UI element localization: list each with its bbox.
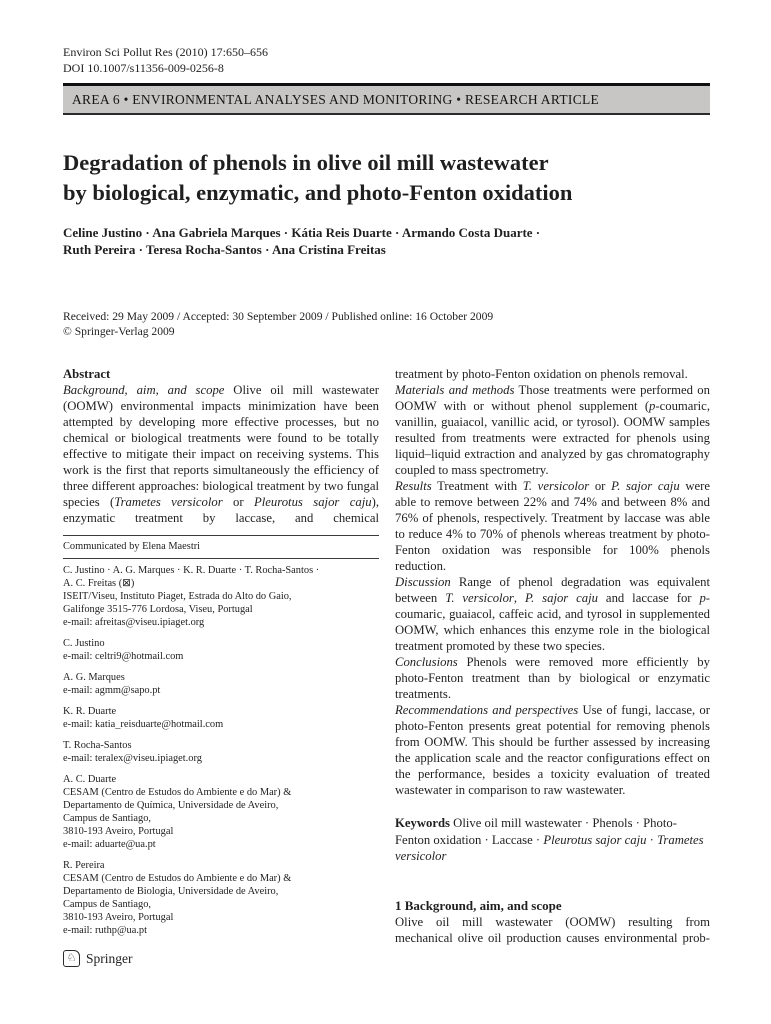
two-column-body xyxy=(63,366,710,967)
footnote-line: e-mail: afreitas@viseu.ipiaget.org xyxy=(63,617,205,628)
banner-text: AREA 6 • ENVIRONMENTAL ANALYSES AND MONITORING • RESEARCH ARTICLE xyxy=(72,92,600,107)
keywords-block: Keywords Olive oil mill wastewater · Phenols · Photo-Fenton oxidation · Laccase · Pleurotus sajor caju · Trametes versicolor xyxy=(395,816,704,863)
footnote-line: Campus de Santiago, xyxy=(63,813,152,824)
footnote-line: 3810-193 Aveiro, Portugal xyxy=(63,912,174,923)
affiliation-group xyxy=(63,859,379,937)
footnote-line: e-mail: aduarte@ua.pt xyxy=(63,839,156,850)
section-1-heading: 1 Background, aim, and scope xyxy=(395,897,562,913)
footnote-line: CESAM (Centro de Estudos do Ambiente e do Mar) & xyxy=(63,787,292,798)
affiliation-group xyxy=(63,773,379,851)
footnote-line: e-mail: agmm@sapo.pt xyxy=(63,685,161,696)
footnote-line: e-mail: ruthp@ua.pt xyxy=(63,925,148,936)
footnote-line: T. Rocha-Santos xyxy=(63,740,132,751)
abstract-conclusions-paragraph: Conclusions Phenols were removed more efficiently by photo-Fenton treatment than by biological or enzymatic treatments. xyxy=(395,655,710,701)
received-line: Received: 29 May 2009 / Accepted: 30 September 2009 / Published online: 16 October 2009 xyxy=(63,310,494,323)
journal-header xyxy=(63,44,710,76)
footnote-line: CESAM (Centro de Estudos do Ambiente e do Mar) & xyxy=(63,873,292,884)
footnote-line: C. Justino xyxy=(63,638,105,649)
footnote-line: 3810-193 Aveiro, Portugal xyxy=(63,826,174,837)
publication-history xyxy=(63,309,710,339)
abstract-heading: Abstract xyxy=(63,367,111,381)
springer-knight-icon: ♘ xyxy=(63,950,80,967)
affiliation-group xyxy=(63,671,379,697)
article-title xyxy=(63,148,710,208)
footnote-line: A. C. Duarte xyxy=(63,774,117,785)
journal-doi: DOI 10.1007/s11356-009-0256-8 xyxy=(63,61,224,75)
footnote-line: Campus de Santiago, xyxy=(63,899,152,910)
article-category-banner xyxy=(63,83,710,115)
footnote-line: e-mail: celtri9@hotmail.com xyxy=(63,651,184,662)
footnote-line: ISEIT/Viseu, Instituto Piaget, Estrada do Alto do Gaio, xyxy=(63,591,292,602)
abstract-discussion-paragraph: Discussion Range of phenol degradation was equivalent between T. versicolor, P. sajor caju and laccase for p-coumaric, guaiacol, caffeic acid, and tyrosol in supplemented OOMW, which enhances this enzyme role in the biological treatment promoted by these two species. xyxy=(395,575,711,653)
journal-citation: Environ Sci Pollut Res (2010) 17:650–656 xyxy=(63,45,268,59)
footnote-line: e-mail: katia_reisduarte@hotmail.com xyxy=(63,719,224,730)
title-line-2: by biological, enzymatic, and photo-Fenton oxidation xyxy=(63,180,573,205)
communicated-by: Communicated by Elena Maestri xyxy=(63,541,201,552)
affiliation-group xyxy=(63,564,379,629)
publisher-name: Springer xyxy=(86,950,133,966)
footnote-line: R. Pereira xyxy=(63,860,105,871)
footnote-line: Galifonge 3515-776 Lordosa, Viseu, Portugal xyxy=(63,604,253,615)
footnote-line: Departamento de Química, Universidade de Aveiro, xyxy=(63,800,279,811)
affiliation-group xyxy=(63,705,379,731)
footnote-line: e-mail: teralex@viseu.ipiaget.org xyxy=(63,753,202,764)
affiliation-group xyxy=(63,739,379,765)
authors-line-2: Ruth Pereira · Teresa Rocha-Santos · Ana Cristina Freitas xyxy=(63,242,386,257)
abstract-results-paragraph: Results Treatment with T. versicolor or P. sajor caju were able to remove between 22% and 74% and between 8% and 76% of phenols, respectively. Treatment by laccase was able to reduce 4% to 70% of phenols whereas treatment by photo-Fenton oxidation was responsible for 100% phenols reduction. xyxy=(395,479,711,573)
footnote-block xyxy=(63,535,379,937)
title-line-1: Degradation of phenols in olive oil mill wastewater xyxy=(63,150,549,175)
author-list xyxy=(63,224,710,258)
footnote-line: K. R. Duarte xyxy=(63,706,117,717)
footnote-rule-bottom xyxy=(63,558,379,559)
affiliation-group xyxy=(63,637,379,663)
authors-line-1: Celine Justino · Ana Gabriela Marques · Kátia Reis Duarte · Armando Costa Duarte · xyxy=(63,225,541,240)
abstract-background-paragraph: Background, aim, and scope Olive oil mill wastewater (OOMW) environmental impacts minimization have been attempted by developing more effective processes, but no chemical or biological treatments were found to be totally effective to mitigate their impact on receiving systems. This work is the first that reports simultaneously the efficiency of three different approaches: biological treatment by two fungal species (Trametes versicolor or Pleurotus sajor caju), enzymatic treatment by laccase, and chemical xyxy=(63,383,379,525)
footnote-line: Departamento de Biologia, Universidade de Aveiro, xyxy=(63,886,279,897)
footnote-line: A. G. Marques xyxy=(63,672,125,683)
abstract-recommendations-paragraph: Recommendations and perspectives Use of fungi, laccase, or photo-Fenton presents great potential for removing phenols from OOMW. This should be further assessed by increasing the application scale and the reactor configurations effect on the performance, besides a toxicity evaluation of treated wastewater in comparison to raw wastewater. xyxy=(395,703,710,797)
footnote-line: C. Justino · A. G. Marques · K. R. Duarte · T. Rocha-Santos · xyxy=(63,565,320,576)
abstract-background-continuation: treatment by photo-Fenton oxidation on phenols removal. xyxy=(395,367,688,381)
left-column xyxy=(63,366,379,967)
abstract-materials-paragraph: Materials and methods Those treatments were performed on OOMW with or without phenol supplement (p-coumaric, vanillin, guaiacol, vanillic acid, or tyrosol). OOMW samples resulted from treatments were extracted for phenols using liquid–liquid extraction and analyzed by gas chromatography coupled to mass spectrometry. xyxy=(395,383,710,477)
section-1-paragraph: Olive oil mill wastewater (OOMW) resulting from mechanical olive oil production causes environmental prob- xyxy=(395,914,710,945)
copyright-line: © Springer-Verlag 2009 xyxy=(63,325,175,338)
footnote-line: A. C. Freitas (⊠) xyxy=(63,578,135,589)
right-column xyxy=(395,366,710,967)
springer-logo xyxy=(63,950,379,967)
